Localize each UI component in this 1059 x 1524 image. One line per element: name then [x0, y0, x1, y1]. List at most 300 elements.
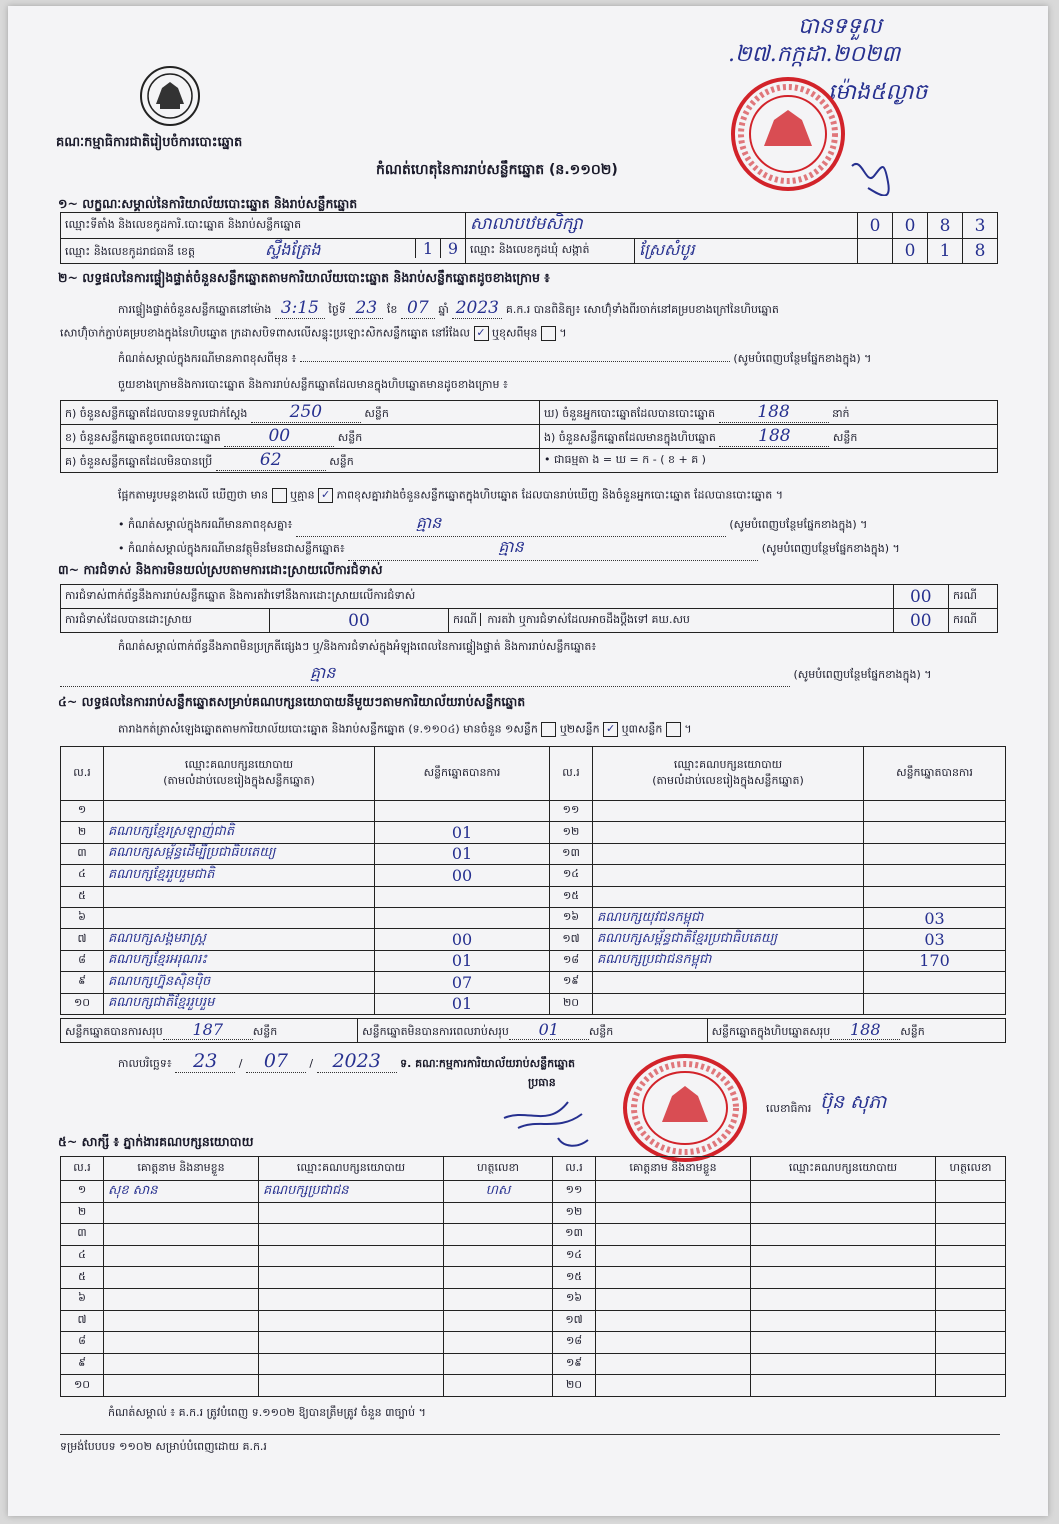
witness-signature: [936, 1202, 1006, 1224]
col-sign: ហត្ថលេខា: [936, 1157, 1006, 1181]
section2-heading: ២~ លទ្ធផលនៃការផ្ទៀងផ្ទាត់ចំនួនសន្លឹកឆ្នោតតាមការិយាល័យបោះឆ្នោត និងរាប់សន្លឹកឆ្នោតដូចខាងក្រោម ៖: [58, 270, 550, 285]
row-number: ៣: [61, 1224, 104, 1246]
witness-row: [61, 1288, 1006, 1310]
appeal-value: 00: [893, 609, 948, 633]
irregularity-line: [60, 662, 998, 687]
row-number: ២: [61, 822, 104, 843]
month-label: ខែ: [386, 303, 398, 316]
witness-party: [751, 1224, 936, 1246]
has-difference-checkbox[interactable]: [272, 488, 287, 503]
objection-unit: ករណី: [949, 585, 998, 609]
secretary-label: លេខាធិការ: [766, 1102, 812, 1115]
party-name: គណបក្សសម្ព័ន្ធដើម្បីប្រជាធិបតេយ្យ: [104, 843, 375, 864]
witness-row: [61, 1310, 1006, 1332]
witness-signature: [444, 1267, 553, 1289]
compare-text: ផ្អែកតាមរូបមន្តខាងលើ ឃើញថា មាន: [118, 488, 269, 502]
col-votes: សន្លឹកឆ្នោតបានការ: [375, 747, 550, 801]
witness-name: [104, 1202, 259, 1224]
col-no: ល.រ: [550, 747, 593, 801]
witness-signature: [444, 1224, 553, 1246]
sheet-3-label: ឬ៣សន្លឹក: [621, 722, 663, 736]
party-name: គណបក្សខ្មែរអរុណរះ: [104, 950, 375, 971]
results-row: [61, 843, 1006, 864]
witness-name: [104, 1310, 259, 1332]
party-votes: [864, 801, 1006, 822]
witness-name: [596, 1245, 751, 1267]
party-votes: [375, 886, 550, 907]
appeal-unit: ករណី: [949, 609, 998, 633]
day-value: 23: [349, 298, 383, 319]
station-code-digit: 0: [893, 213, 928, 239]
witness-party: [259, 1375, 444, 1397]
party-name: គណបក្សខ្មែរស្រឡាញ់ជាតិ: [104, 822, 375, 843]
station-code-digit: 8: [928, 213, 963, 239]
col-no: ល.រ: [61, 747, 104, 801]
note3-value: គ្មាន: [498, 537, 524, 556]
party-votes: [864, 972, 1006, 993]
witness-party: [259, 1288, 444, 1310]
fill-hint: (សូមបំពេញបន្ថែមផ្នែកខាងក្នុង) ។: [761, 542, 900, 555]
section1-table: [60, 212, 998, 264]
tally-sheet-line: តារាងកត់ត្រាសំឡេងឆ្នោតតាមការិយាល័យបោះឆ្នោត និងរាប់សន្លឹកឆ្នោត (ទ.១១០៤) មានចំនួន ១សន្លឹក ឬ២សន្លឹក ✓ ឬ៣សន្លឹក ។: [118, 722, 692, 736]
witness-signature: [444, 1353, 553, 1375]
same-checkbox[interactable]: ✓: [474, 326, 489, 341]
party-name: [593, 822, 864, 843]
witness-signature: ហស: [444, 1181, 553, 1203]
party-votes: [864, 993, 1006, 1014]
count-unit: នាក់: [832, 407, 850, 420]
witness-signature: [936, 1267, 1006, 1289]
station-label: ឈ្មោះទីតាំង និងលេខកូដការិ.បោះឆ្នោត និងរាប់សន្លឹកឆ្នោត: [61, 213, 466, 239]
totals-table: [60, 1018, 1006, 1043]
section3-heading: ៣~ ការជំទាស់ និងការមិនយល់ស្របតាមការដោះស្រាយលើការជំទាស់: [58, 562, 383, 577]
witness-name: [104, 1267, 259, 1289]
witness-signature: [444, 1202, 553, 1224]
note2-value: គ្មាន: [415, 513, 442, 532]
party-votes: 01: [375, 993, 550, 1014]
witness-party: [751, 1267, 936, 1289]
party-votes: 03: [864, 929, 1006, 950]
signature-top: [848, 156, 894, 196]
unit: សន្លឹក: [252, 1025, 278, 1038]
time-value: 3:15: [275, 298, 325, 319]
party-votes: 01: [375, 843, 550, 864]
form-footer: ទម្រង់បែបបទ ១១០២ សម្រាប់បំពេញដោយ គ.ក.រ: [60, 1440, 267, 1453]
count-row: [61, 425, 998, 449]
received-note-line2: .២៧.កក្កដា.២០២៣: [728, 42, 901, 67]
witness-party: [751, 1353, 936, 1375]
witness-signature: [444, 1310, 553, 1332]
witness-party: [751, 1181, 936, 1203]
time-label: ការផ្ទៀងផ្ទាត់ចំនួនសន្លឹកឆ្នោតនៅម៉ោង: [118, 303, 272, 316]
row-number: ១៤: [550, 865, 593, 886]
witness-party: [751, 1310, 936, 1332]
row-number: ៥: [61, 1267, 104, 1289]
col-name: គោត្តនាម និងនាមខ្លួន: [104, 1157, 259, 1181]
committee-label: ទ. គណៈកម្មការការិយាល័យរាប់សន្លឹកឆ្នោត: [400, 1057, 576, 1070]
row-number: ៦: [61, 907, 104, 928]
seal-line-text: សោហ៊ុំចាក់ភ្ជាប់គម្របខាងក្នុងនៃហិបឆ្នោត ក្រដាសបិទពាសលើសន្ទុះប្រឡោះសិកសន្លឹកឆ្នោត នៅរំងែល: [60, 326, 470, 340]
station-code-digit: 0: [858, 213, 893, 239]
party-name: [104, 801, 375, 822]
fill-hint: (សូមបំពេញបន្ថែមផ្នែកខាងក្នុង) ។: [729, 518, 868, 531]
resolved-label: ការជំទាស់ដែលបានដោះស្រាយ: [61, 609, 270, 633]
witness-party: [259, 1310, 444, 1332]
witness-name: [596, 1288, 751, 1310]
row-number: ៦: [61, 1288, 104, 1310]
sheet-3-checkbox[interactable]: [666, 722, 681, 737]
witness-signature: [444, 1288, 553, 1310]
party-votes: [864, 865, 1006, 886]
party-votes: [375, 907, 550, 928]
count-unit: សន្លឹក: [364, 407, 389, 420]
total-box-value: 188: [830, 1020, 900, 1040]
commune-value: ស្រែសំបូរ: [635, 239, 858, 264]
verification-line: [118, 298, 1018, 319]
different-label: ឬខុសពីមុន: [492, 326, 538, 340]
witness-name: [104, 1224, 259, 1246]
party-votes: [375, 801, 550, 822]
party-votes: 00: [375, 865, 550, 886]
row-number: ១៧: [550, 929, 593, 950]
col-sign: ហត្ថលេខា: [444, 1157, 553, 1181]
party-name: គណបក្សប្រជាជនកម្ពុជា: [593, 950, 864, 971]
witness-row: [61, 1375, 1006, 1397]
witness-row: [61, 1332, 1006, 1354]
row-number: ១០: [61, 993, 104, 1014]
results-body: [61, 801, 1006, 1015]
note2-line: [118, 512, 998, 537]
row-number: ១២: [550, 822, 593, 843]
witness-name: [104, 1375, 259, 1397]
count-label: គ) ចំនួនសន្លឹកឆ្នោតដែលមិនបានប្រើ: [65, 455, 213, 468]
results-row: [61, 950, 1006, 971]
station-value: សាលាបឋមសិក្សា: [466, 213, 858, 239]
party-votes: 01: [375, 950, 550, 971]
col-no: ល.រ: [553, 1157, 596, 1181]
col-party: ឈ្មោះគណបក្សនយោបាយ (តាមលំដាប់លេខរៀងក្នុងសន្លឹកឆ្នោត): [593, 747, 864, 801]
row-number: ៩: [61, 1353, 104, 1375]
objection-label: ការជំទាស់ពាក់ព័ន្ធនឹងការរាប់សន្លឹកឆ្នោត និងការតវ៉ាទៅនឹងការដោះស្រាយលើការជំទាស់: [61, 585, 894, 609]
party-votes: [864, 822, 1006, 843]
witness-signature: [936, 1224, 1006, 1246]
row-number: ៤: [61, 865, 104, 886]
total-valid-label: សន្លឹកឆ្នោតបានការសរុប: [65, 1025, 163, 1038]
party-name: [104, 886, 375, 907]
district-value: ស្ទឹងត្រែង: [265, 240, 321, 259]
witness-row: [61, 1181, 1006, 1203]
commune-code-digit: 0: [893, 239, 928, 264]
count-value: 188: [719, 426, 829, 447]
witness-name: [596, 1353, 751, 1375]
row-number: ១៦: [550, 907, 593, 928]
party-name: [593, 886, 864, 907]
party-name: គណបក្សសង្គមរាស្ត្រ: [104, 929, 375, 950]
note1-label: កំណត់សម្គាល់ក្នុងករណីមានភាពខុសពីមុន ៖: [118, 352, 297, 365]
district-label: ឈ្មោះ និងលេខកូដរាជធានី ខេត្ត: [65, 245, 195, 258]
results-row: [61, 907, 1006, 928]
witness-row: [61, 1224, 1006, 1246]
date-year: 2023: [317, 1050, 397, 1073]
count-unit: សន្លឹក: [329, 455, 354, 468]
note1-line: [118, 352, 998, 368]
witness-signature: [936, 1332, 1006, 1354]
nec-emblem-icon: [138, 64, 202, 128]
count-row: [61, 449, 998, 473]
witness-name: សុខ សាន: [104, 1181, 259, 1203]
note2-label: • កំណត់សម្គាល់ក្នុងករណីមានភាពខុសគ្នា៖: [118, 518, 293, 531]
witness-signature: [936, 1181, 1006, 1203]
row-number: ៤: [61, 1245, 104, 1267]
witness-signature: [936, 1375, 1006, 1397]
row-number: ១៣: [550, 843, 593, 864]
row-number: ២០: [553, 1375, 596, 1397]
total-box-label: សន្លឹកឆ្នោតក្នុងហិបឆ្នោតសរុប: [711, 1025, 831, 1038]
count-label: ឃ) ចំនួនអ្នកបោះឆ្នោតដែលបានបោះឆ្នោត: [544, 407, 716, 420]
received-note-line3: ម៉ោង៥ល្ងាច: [828, 80, 928, 105]
unit: សន្លឹក: [900, 1025, 925, 1038]
total-invalid-value: 01: [509, 1020, 589, 1040]
party-name: គណបក្សយុវជនកម្ពុជា: [593, 907, 864, 928]
witness-party: គណបក្សប្រជាជន: [259, 1181, 444, 1203]
commune-label: ឈ្មោះ និងលេខកូដឃុំ សង្កាត់: [466, 239, 635, 264]
received-note-line1: បានទទួល: [798, 14, 882, 39]
date-line: កាលបរិច្ឆេទ៖ 23 / 07 / 2023 ទ. គណៈកម្មការការិយាល័យរាប់សន្លឹកឆ្នោត: [118, 1050, 576, 1072]
month-value: 07: [401, 298, 435, 319]
witness-name: [596, 1267, 751, 1289]
row-number: ១៨: [553, 1332, 596, 1354]
results-row: [61, 865, 1006, 886]
witness-party: [259, 1267, 444, 1289]
row-number: ៧: [61, 1310, 104, 1332]
day-label: ថ្ងៃទី: [328, 303, 346, 316]
witness-name: [104, 1353, 259, 1375]
witness-party: [751, 1202, 936, 1224]
party-name: គណបក្សសម្ព័ន្ធជាតិខ្មែរប្រជាធិបតេយ្យ: [593, 929, 864, 950]
different-checkbox[interactable]: [541, 326, 556, 341]
results-table: [60, 746, 1006, 1015]
witness-party: [259, 1332, 444, 1354]
section4-heading: ៤~ លទ្ធផលនៃការរាប់សន្លឹកឆ្នោតសម្រាប់គណបក្សនយោបាយនីមួយៗតាមការិយាល័យរាប់សន្លឹកឆ្នោត: [58, 694, 526, 709]
count-label: ក) ចំនួនសន្លឹកឆ្នោតដែលបានទទួលជាក់ស្តែង: [65, 407, 248, 420]
row-number: ១៩: [550, 972, 593, 993]
witness-signature: [444, 1245, 553, 1267]
party-votes: 03: [864, 907, 1006, 928]
party-name: [593, 993, 864, 1014]
count-unit: សន្លឹក: [337, 431, 363, 444]
date-month: 07: [246, 1050, 306, 1073]
sheet-2-label: ឬ២សន្លឹក: [559, 722, 600, 736]
tally-intro: តារាងកត់ត្រាសំឡេងឆ្នោតតាមការិយាល័យបោះឆ្នោត និងរាប់សន្លឹកឆ្នោត (ទ.១១០៤) មានចំនួន ១សន្លឹក: [118, 722, 538, 736]
row-number: ១៦: [553, 1288, 596, 1310]
total-invalid-label: សន្លឹកឆ្នោតមិនបានការពេលរាប់សរុប: [362, 1025, 509, 1038]
party-name: [593, 843, 864, 864]
results-row: [61, 886, 1006, 907]
commune-code-digit: 1: [928, 239, 963, 264]
no-difference-checkbox[interactable]: ✓: [318, 488, 333, 503]
unit: សន្លឹក: [588, 1025, 614, 1038]
authority-name: គណៈកម្មាធិការជាតិរៀបចំការបោះឆ្នោត: [56, 135, 243, 150]
witness-row: [61, 1202, 1006, 1224]
col-party: ឈ្មោះគណបក្សនយោបាយ: [751, 1157, 936, 1181]
witness-signature: [936, 1353, 1006, 1375]
form-title: កំណត់ហេតុនៃការរាប់សន្លឹកឆ្នោត (ន.១១០២): [376, 162, 618, 178]
district-code-digit: 1: [415, 239, 440, 258]
fill-hint: (សូមបំពេញបន្ថែមផ្នែកខាងក្នុង) ។: [793, 668, 932, 681]
document-page: [8, 6, 1048, 1516]
witness-name: [596, 1202, 751, 1224]
official-stamp-top: [728, 74, 848, 194]
party-name: [593, 865, 864, 886]
resolved-unit: ករណី: [453, 612, 477, 626]
compare-or: ឬគ្មាន: [290, 488, 315, 502]
count-label: ខ) ចំនួនសន្លឹកឆ្នោតខូចពេលបោះឆ្នោត: [65, 431, 221, 444]
sheet-2-checkbox[interactable]: ✓: [603, 722, 618, 737]
witness-name: [596, 1375, 751, 1397]
results-row: [61, 972, 1006, 993]
row-number: ១៩: [553, 1353, 596, 1375]
seal-line: សោហ៊ុំចាក់ភ្ជាប់គម្របខាងក្នុងនៃហិបឆ្នោត ក្រដាសបិទពាសលើសន្ទុះប្រឡោះសិកសន្លឹកឆ្នោត នៅរំងែល ✓ ឬខុសពីមុន ។: [60, 326, 567, 340]
row-number: ១: [61, 1181, 104, 1203]
appeal-label: ការតវ៉ា ឬការជំទាស់ដែលអាចដឹងប្តឹងទៅ គឃ.សប: [480, 613, 690, 626]
witness-party: [259, 1224, 444, 1246]
secretary-signature: ប៊ុន សុភា: [820, 1091, 887, 1113]
results-row: [61, 801, 1006, 822]
sentence-rest: គ.ក.រ បានពិនិត្យ៖ សោហ៊ុំទាំងពីរចាក់នៅគម្របខាងក្រៅនៃហិបឆ្នោត: [505, 303, 779, 316]
count-value: 62: [216, 450, 326, 471]
count-value: 188: [719, 402, 829, 423]
witness-name: [104, 1288, 259, 1310]
note3-label: • កំណត់សម្គាល់ក្នុងករណីមានវត្ថុមិនមែនជាសន្លឹកឆ្នោត៖: [118, 542, 345, 555]
results-row: [61, 929, 1006, 950]
party-name: [593, 801, 864, 822]
party-votes: [864, 843, 1006, 864]
witness-row: [61, 1245, 1006, 1267]
total-valid-value: 187: [163, 1020, 253, 1040]
objection-table: [60, 584, 998, 633]
row-number: ៩: [61, 972, 104, 993]
witness-party: [259, 1353, 444, 1375]
party-votes: 00: [375, 929, 550, 950]
district-cell: [61, 239, 466, 264]
party-votes: 170: [864, 950, 1006, 971]
sheet-1-checkbox[interactable]: [541, 722, 556, 737]
witness-signature: [936, 1245, 1006, 1267]
witness-signature: [936, 1288, 1006, 1310]
row-number: ១៥: [553, 1267, 596, 1289]
footnote: កំណត់សម្គាល់ ៖ គ.ក.រ ត្រូវបំពេញ ទ.១១០២ ឱ្យបានត្រឹមត្រូវ ចំនួន ៣ច្បាប់ ។: [108, 1406, 426, 1419]
witness-signature: [444, 1375, 553, 1397]
row-number: ១៣: [553, 1224, 596, 1246]
row-number: ១៨: [550, 950, 593, 971]
witness-party: [751, 1332, 936, 1354]
section5-heading: ៥~ សាក្សី ៖ ភ្នាក់ងារគណបក្សនយោបាយ: [58, 1134, 254, 1149]
results-row: [61, 993, 1006, 1014]
row-number: ១១: [550, 801, 593, 822]
witness-signature: [936, 1310, 1006, 1332]
witness-name: [104, 1245, 259, 1267]
row-number: ៥: [61, 886, 104, 907]
col-party: ឈ្មោះគណបក្សនយោបាយ (តាមលំដាប់លេខរៀងក្នុងសន្លឹកឆ្នោត): [104, 747, 375, 801]
official-stamp-bottom: [620, 1052, 750, 1164]
section1-heading: ១~ លក្ខណៈសម្គាល់នៃការិយាល័យបោះឆ្នោត និងរាប់សន្លឹកឆ្នោត: [58, 196, 358, 211]
compare-rest: ភាពខុសគ្នារវាងចំនួនសន្លឹកឆ្នោតក្នុងហិបឆ្នោត ដែលបានរាប់ឃើញ និងចំនួនអ្នកបោះឆ្នោត ដែលបានបោះឆ្នោត ។: [336, 488, 783, 502]
count-label: ង) ចំនួនសន្លឹកឆ្នោតដែលមានក្នុងហិបឆ្នោត: [544, 431, 716, 444]
row-number: ១៤: [553, 1245, 596, 1267]
fill-hint: (សូមបំពេញបន្ថែមផ្នែកខាងក្នុង) ។: [733, 352, 872, 365]
commune-code-digit: 8: [963, 239, 998, 264]
party-name: គណបក្សជាតិខ្មែររួបរួម: [104, 993, 375, 1014]
witness-party: [751, 1245, 936, 1267]
compare-line: [118, 488, 1008, 505]
note3-line: [118, 536, 998, 561]
row-number: ៨: [61, 1332, 104, 1354]
row-number: ៨: [61, 950, 104, 971]
col-votes: សន្លឹកឆ្នោតបានការ: [864, 747, 1006, 801]
count-value: 250: [251, 402, 361, 423]
row-number: ២: [61, 1202, 104, 1224]
date-day: 23: [175, 1050, 235, 1073]
district-code-digit: 9: [440, 239, 465, 258]
witness-body: [61, 1181, 1006, 1397]
chair-label: ប្រធាន: [528, 1076, 556, 1089]
witness-name: [596, 1181, 751, 1203]
row-number: ៧: [61, 929, 104, 950]
station-code-digit: 3: [963, 213, 998, 239]
witness-table: [60, 1156, 1006, 1397]
formula: • ជាធម្មតា ង = ឃ = ក - ( ខ + គ ): [540, 449, 998, 473]
col-name: គោត្តនាម និងនាមខ្លួន: [596, 1157, 751, 1181]
footer-rule: [60, 1434, 1000, 1435]
row-number: ១២: [553, 1202, 596, 1224]
count-intro: ចួយខាងក្រោមនិងការបោះឆ្នោត និងការរាប់សន្លឹកឆ្នោតដែលមានក្នុងហិបឆ្នោតមានដូចខាងក្រោម ៖: [118, 378, 508, 391]
resolved-value: 00: [270, 609, 449, 633]
witness-name: [596, 1224, 751, 1246]
count-unit: សន្លឹក: [832, 431, 858, 444]
row-number: ១០: [61, 1375, 104, 1397]
chair-signature: [498, 1088, 598, 1158]
witness-name: [596, 1332, 751, 1354]
row-number: ១៧: [553, 1310, 596, 1332]
year-label: ឆ្នាំ: [438, 303, 449, 316]
party-votes: 07: [375, 972, 550, 993]
row-number: ១១: [553, 1181, 596, 1203]
count-table: [60, 400, 998, 473]
year-value: 2023: [452, 298, 502, 319]
witness-row: [61, 1353, 1006, 1375]
witness-party: [259, 1202, 444, 1224]
irregularity-note: កំណត់សម្គាល់ពាក់ព័ន្ធនឹងភាពមិនប្រក្រតីផ្សេងៗ ឬ/និងការជំទាស់ក្នុងអំឡុងពេលនៃការផ្ទៀងផ្ទាត់ និងការរាប់សន្លឹកឆ្នោត៖: [118, 640, 597, 653]
row-number: ១៥: [550, 886, 593, 907]
date-label: កាលបរិច្ឆេទ៖: [118, 1057, 172, 1070]
col-party: ឈ្មោះគណបក្សនយោបាយ: [259, 1157, 444, 1181]
party-votes: 01: [375, 822, 550, 843]
party-name: [593, 972, 864, 993]
count-value: 00: [224, 426, 334, 447]
witness-row: [61, 1267, 1006, 1289]
witness-party: [259, 1245, 444, 1267]
row-number: ២០: [550, 993, 593, 1014]
witness-signature: [444, 1332, 553, 1354]
witness-name: [596, 1310, 751, 1332]
irregularity-value: គ្មាន: [310, 663, 336, 682]
party-name: [104, 907, 375, 928]
witness-name: [104, 1332, 259, 1354]
objection-value: 00: [893, 585, 948, 609]
results-row: [61, 822, 1006, 843]
party-name: គណបក្សខ្មែររួបរួមជាតិ: [104, 865, 375, 886]
row-number: ១: [61, 801, 104, 822]
